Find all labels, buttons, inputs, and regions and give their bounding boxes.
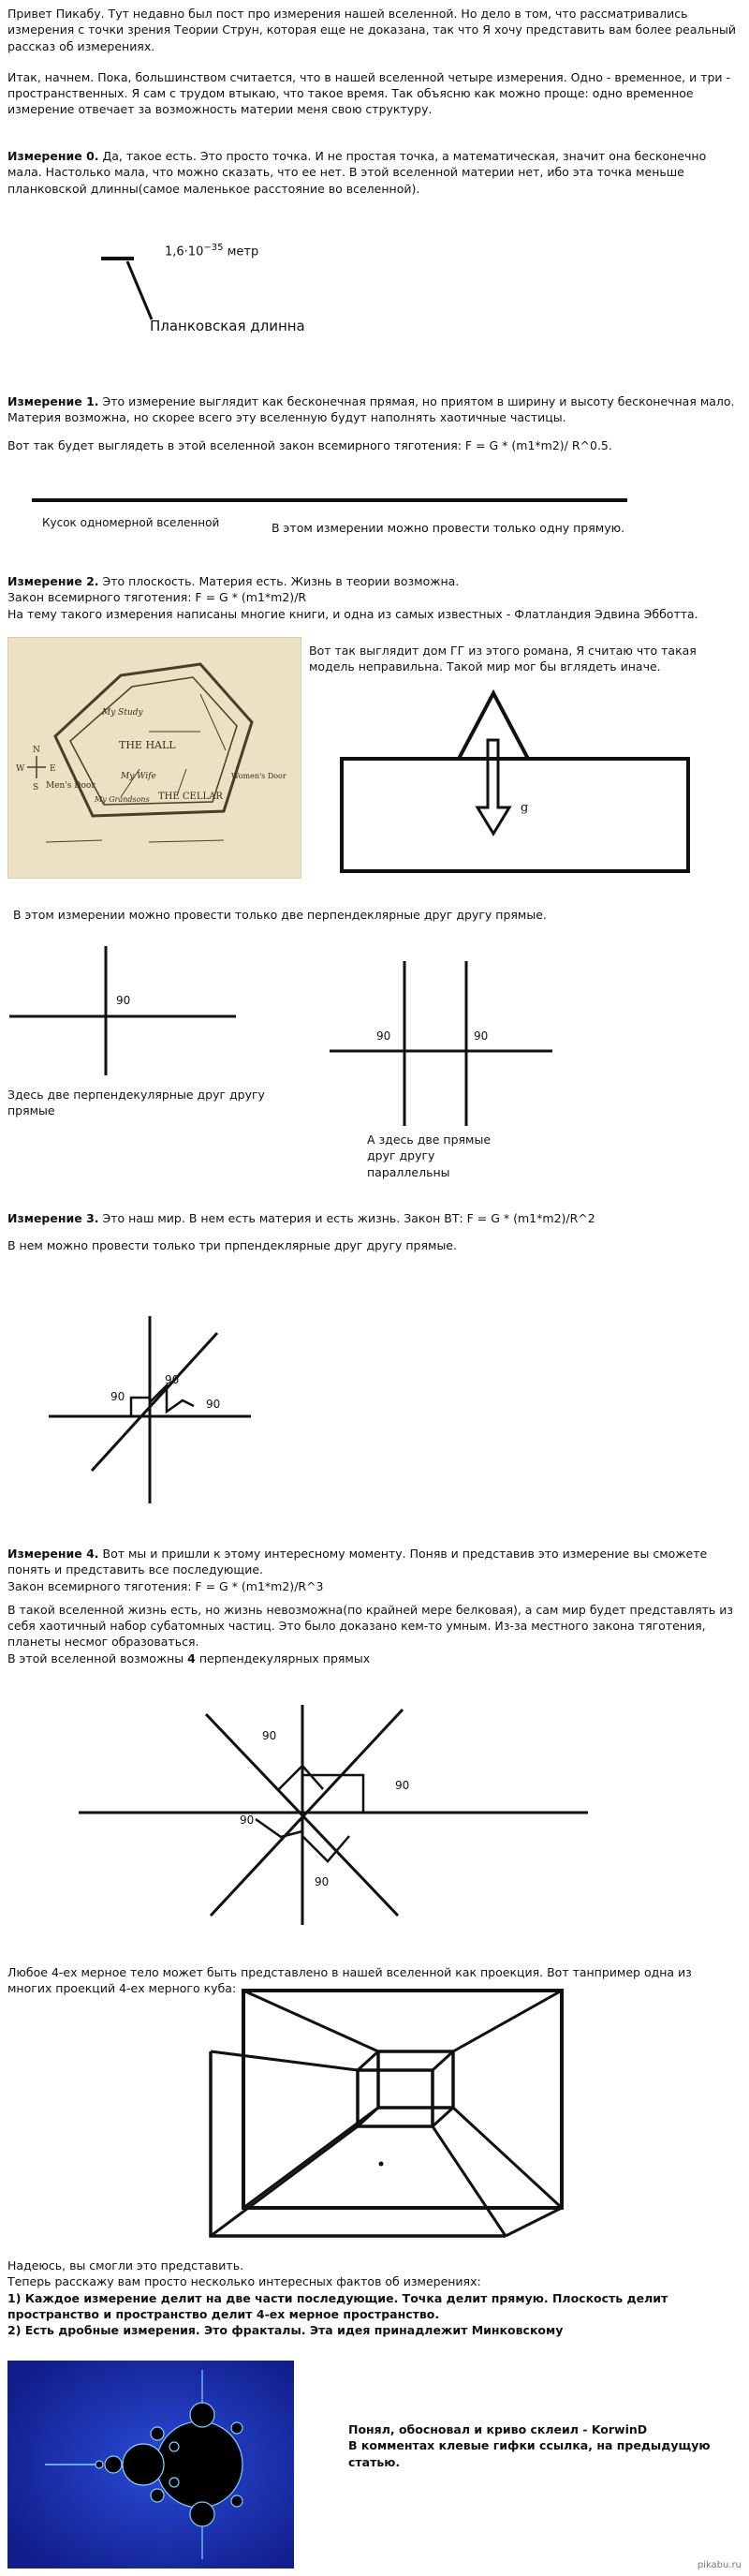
mandelbrot-fractal-image — [7, 2361, 294, 2569]
dimension-2-text — [7, 573, 738, 622]
credit-comments: В комментах клевые гифки ссылка, на предыдущую статью. — [348, 2438, 711, 2469]
dimension-3-lines-text: В нем можно провести только три прпендеклярные друг другу прямые. — [7, 1238, 457, 1253]
credit-author: Понял, обосновал и криво склеил - KorwinD — [348, 2422, 648, 2436]
angle-label-3d-b: 90 — [165, 1373, 180, 1386]
dimension-2-book: На тему такого измерения написаны многие книги, и одна из самых известных - Флатландия Эдвина Эбботта. — [7, 606, 698, 621]
angle-label-4d-b: 90 — [395, 1779, 410, 1792]
intro-paragraph-1: Привет Пикабу. Тут недавно был пост про измерения нашей вселенной. Но дело в том, что рассматривались измерения с точки зрения Теории Струн, которая еще не доказана, так что Я хочу представить вам более реальный рассказ об измерениях. — [7, 7, 737, 53]
angle-label-4d-d: 90 — [315, 1875, 330, 1888]
dimension-3-text — [7, 1210, 738, 1254]
projection-text: Любое 4-ех мерное тело может быть представлено в нашей вселенной как проекция. Вот танпример одна из многих проекций 4-ех мерного куба: — [7, 1965, 692, 1996]
dimension-4-title: Измерение 4. — [7, 1547, 99, 1561]
house-compass-w: W — [16, 764, 25, 774]
perpendicular-lines-figure — [0, 946, 749, 1077]
angle-label-cross: 90 — [116, 994, 131, 1007]
dimension-1-text — [7, 393, 738, 453]
house-description: Вот так выглядит дом ГГ из этого романа, Я считаю что такая модель неправильна. Такой мир мог бы вглядеть иначе. — [309, 644, 697, 674]
angle-label-4d-c: 90 — [240, 1814, 255, 1827]
planck-label: Планковская длинна — [150, 318, 305, 334]
house-label-grandsons: My Grandsons — [95, 795, 150, 804]
angle-label-3d-a: 90 — [110, 1390, 125, 1403]
cross-caption: Здесь две перпендекулярные друг другу прямые — [7, 1088, 265, 1118]
gravity-label: g — [521, 801, 529, 815]
planck-value: $1,6\cdot 10^{-35}$ метр — [165, 243, 259, 259]
one-dimension-figure — [0, 495, 749, 513]
credit-block — [348, 2421, 723, 2470]
house-label-hall: THE HALL — [119, 739, 176, 751]
intro-section — [7, 6, 738, 118]
outro-section — [7, 2258, 738, 2338]
planck-length-figure — [0, 239, 749, 351]
house-compass-s: S — [33, 783, 39, 792]
planck-pointer — [127, 261, 152, 319]
dimension-3-description: Это наш мир. В нем есть материя и есть жизнь. Закон ВТ: F = G * (m1*m2)/R^2 — [98, 1211, 595, 1225]
house-label-wife: My Wife — [121, 772, 156, 781]
angle-label-3d-c: 90 — [206, 1398, 221, 1411]
house-label-womens-door: Women's Door — [231, 772, 286, 780]
watermark: pikabu.ru — [697, 2560, 742, 2571]
outro-fact-2: 2) Есть дробные измерения. Это фракталы. Эта идея принадлежит Минковскому — [7, 2323, 564, 2337]
dimension-2-law: Закон всемирного тяготения: F = G * (m1*m2)/R — [7, 590, 307, 605]
dimension-4-text — [7, 1546, 738, 1666]
house-compass-e: E — [50, 764, 56, 774]
angle-label-parallel-left: 90 — [376, 1029, 391, 1043]
angle-label-4d-a: 90 — [262, 1729, 277, 1742]
house-label-study: My Study — [102, 708, 143, 718]
outro-fact-1: 1) Каждое измерение делит на две части последующие. Точка делит прямую. Плоскость делит пространство и пространство делит 4-ех мерное пространство. — [7, 2290, 668, 2321]
four-axes-figure — [0, 1700, 749, 1916]
dimension-0-text — [7, 148, 738, 197]
outro-facts-intro: Теперь расскажу вам просто несколько интересных фактов об измерениях: — [7, 2274, 481, 2289]
dimension-4-life: В такой вселенной жизнь есть, но жизнь невозможна(по крайней мере белковая), а сам мир будет представлять из себя хаотичный набор субатомных частиц. Это было доказано кем-то умным. Из-за местного закона тяготения, планеты несмог образоваться. — [7, 1602, 734, 1650]
parallel-caption: А здесь две прямые друг другу параллельны — [367, 1133, 492, 1179]
three-axes-figure — [0, 1307, 749, 1494]
gravity-house-figure — [0, 693, 749, 890]
dimension-0-description: Да, такое есть. Это просто точка. И не простая точка, а математическая, значит она бесконечно мала. Настолько мала, что можно сказать, что ее нет. В этой вселенной материи нет, ибо эта точка меньше планковской длинны(самое маленькое расстояние во вселенной). — [7, 149, 707, 196]
dimension-4-description: Вот мы и пришли к этому интересному моменту. Поняв и представив это измерение вы сможете понять и представить все последующие. — [7, 1547, 708, 1577]
dimension-2-lines-text: В этом измерении можно провести только две перпендеклярные друг другу прямые. — [13, 908, 547, 922]
dimension-1-description: Это измерение выглядит как бесконечная прямая, но приятом в ширину и высоту бесконечная мало. Материя возможна, но скорее всего эту вселенную будут наполнять хаотичные частицы. — [7, 394, 735, 425]
dimension-4-lines: В этой вселенной возможны 4 перпендекулярных прямых — [7, 1651, 371, 1666]
dimension-1-law: Вот так будет выглядеть в этой вселенной закон всемирного тяготения: F = G * (m1*m2)/ R^0.5. — [7, 437, 612, 452]
tesseract-figure — [0, 1991, 749, 2234]
dimension-4-law: Закон всемирного тяготения: F = G * (m1*m2)/R^3 — [7, 1578, 324, 1593]
intro-paragraph-2: Итак, начнем. Пока, большинством считается, что в нашей вселенной четыре измерения. Одно - временное, и три - пространственных. Я сам с трудом втыкаю, что такое время. Так объясню как можно проще: одно временное измерение отвечает за возможность материи меня свою структуру. — [7, 69, 731, 117]
house-label-mens-door: Men's Door — [46, 781, 95, 791]
one-dimension-label: Кусок одномерной вселенной — [42, 516, 220, 529]
house-label-cellar: THE CELLAR — [158, 792, 223, 802]
dimension-2-description: Это плоскость. Материя есть. Жизнь в теории возможна. — [98, 574, 460, 588]
dimension-3-title: Измерение 3. — [7, 1211, 99, 1225]
one-dimension-caption: В этом измерении можно провести только одну прямую. — [272, 521, 625, 535]
outro-hope: Надеюсь, вы смогли это представить. — [7, 2258, 244, 2273]
angle-label-parallel-right: 90 — [474, 1029, 489, 1043]
dimension-1-title: Измерение 1. — [7, 394, 99, 408]
house-compass-n: N — [33, 746, 40, 755]
dimension-2-title: Измерение 2. — [7, 574, 99, 588]
dimension-0-title: Измерение 0. — [7, 149, 99, 163]
